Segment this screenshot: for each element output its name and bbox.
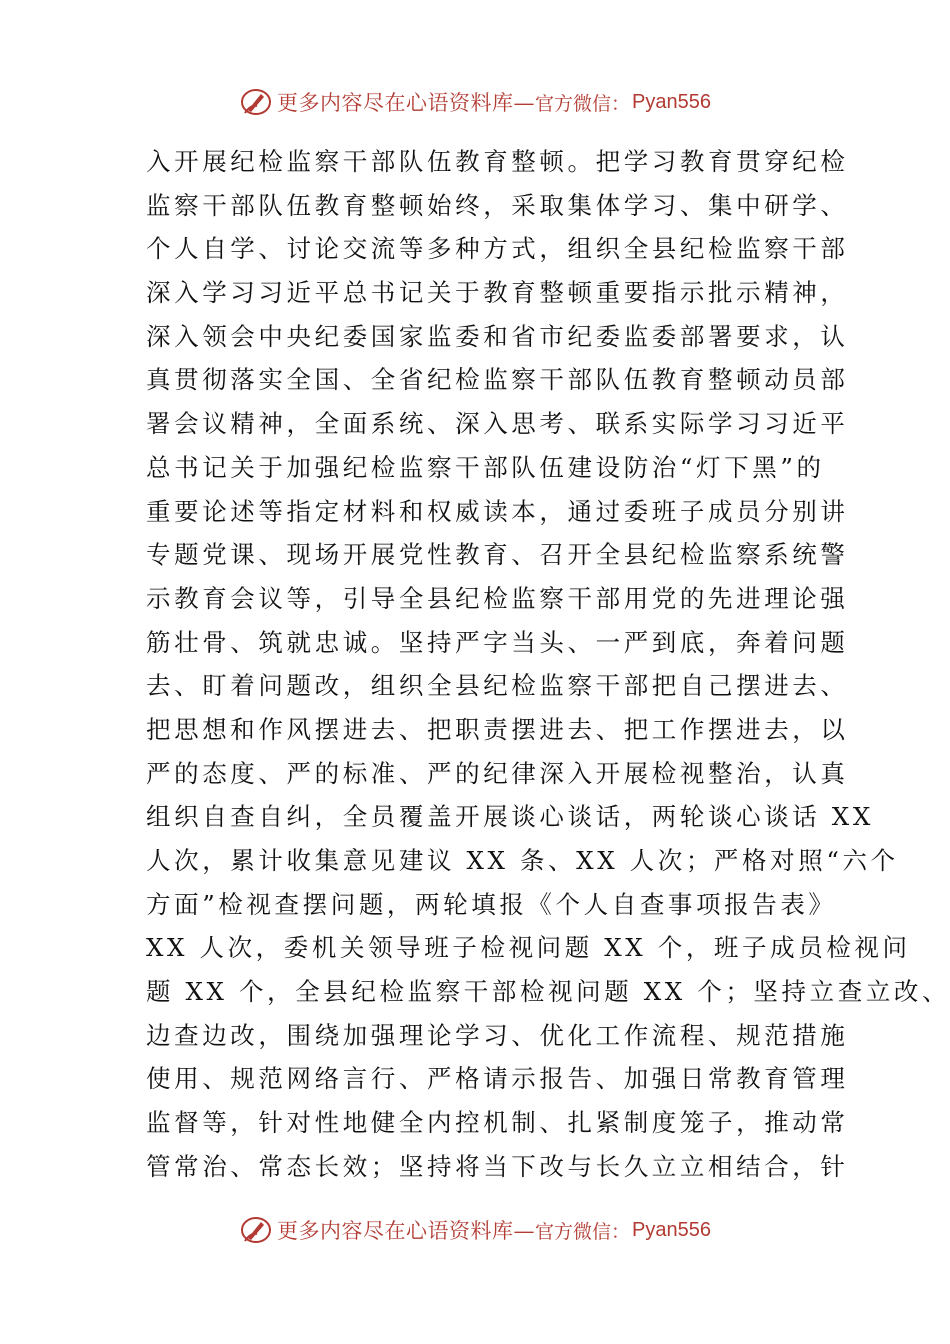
body-line: 组织自查自纠，全员覆盖开展谈心谈话，两轮谈心谈话 XX	[146, 802, 874, 832]
body-line: 深入学习习近平总书记关于教育整顿重要指示批示精神，	[146, 278, 849, 308]
body-line: 专题党课、现场开展党性教育、召开全县纪检监察系统警	[146, 540, 849, 570]
body-line: 管常治、常态长效；坚持将当下改与长久立立相结合，针	[146, 1151, 849, 1181]
body-line: 把思想和作风摆进去、把职责摆进去、把工作摆进去，以	[146, 714, 849, 744]
watermark-main-text: 更多内容尽在心语资料库—	[277, 1219, 535, 1243]
body-line: 真贯彻落实全国、全省纪检监察干部队伍教育整顿动员部	[146, 365, 849, 395]
header-watermark	[0, 82, 950, 122]
body-line: 方面”检视查摆问题，两轮填报《个人自查事项报告表》	[146, 889, 837, 919]
pen-leaf-logo-icon	[239, 1213, 273, 1247]
body-line: 总书记关于加强纪检监察干部队伍建设防治“灯下黑”的	[146, 452, 825, 482]
pen-leaf-logo-icon	[239, 85, 273, 119]
body-line: 示教育会议等，引导全县纪检监察干部用党的先进理论强	[146, 583, 849, 613]
body-line: 边查边改，围绕加强理论学习、优化工作流程、规范措施	[146, 1020, 849, 1050]
body-line: 监察干部队伍教育整顿始终，采取集体学习、集中研学、	[146, 190, 849, 220]
watermark-wechat-id: Pyan556	[632, 90, 711, 113]
body-line: 使用、规范网络言行、严格请示报告、加强日常教育管理	[146, 1064, 849, 1094]
body-line: 严的态度、严的标准、严的纪律深入开展检视整治，认真	[146, 758, 849, 788]
body-line: 署会议精神，全面系统、深入思考、联系实际学习习近平	[146, 409, 849, 439]
body-line: XX 人次，委机关领导班子检视问题 XX 个，班子成员检视问	[146, 933, 911, 963]
footer-watermark	[0, 1210, 950, 1250]
watermark-wechat-id: Pyan556	[632, 1218, 711, 1241]
body-line: 去、盯着问题改，组织全县纪检监察干部把自己摆进去、	[146, 671, 849, 701]
watermark-label-text: 官方微信：	[535, 1220, 631, 1243]
watermark-label-text: 官方微信：	[535, 92, 631, 115]
document-body	[146, 140, 950, 1189]
body-line: 入开展纪检监察干部队伍教育整顿。把学习教育贯穿纪检	[146, 147, 849, 176]
body-line: 题 XX 个，全县纪检监察干部检视问题 XX 个；坚持立查立改、	[146, 977, 950, 1007]
watermark-main-text: 更多内容尽在心语资料库—	[277, 91, 535, 115]
body-line: 监督等，针对性地健全内控机制、扎紧制度笼子，推动常	[146, 1108, 849, 1138]
body-line: 人次，累计收集意见建议 XX 条、XX 人次；严格对照“六个	[146, 846, 899, 875]
body-line: 筋壮骨、筑就忠诚。坚持严字当头、一严到底，奔着问题	[146, 627, 849, 657]
body-line: 深入领会中央纪委国家监委和省市纪委监委部署要求，认	[146, 321, 849, 351]
body-line: 重要论述等指定材料和权威读本，通过委班子成员分别讲	[146, 496, 849, 526]
body-line: 个人自学、讨论交流等多种方式，组织全县纪检监察干部	[146, 234, 849, 264]
